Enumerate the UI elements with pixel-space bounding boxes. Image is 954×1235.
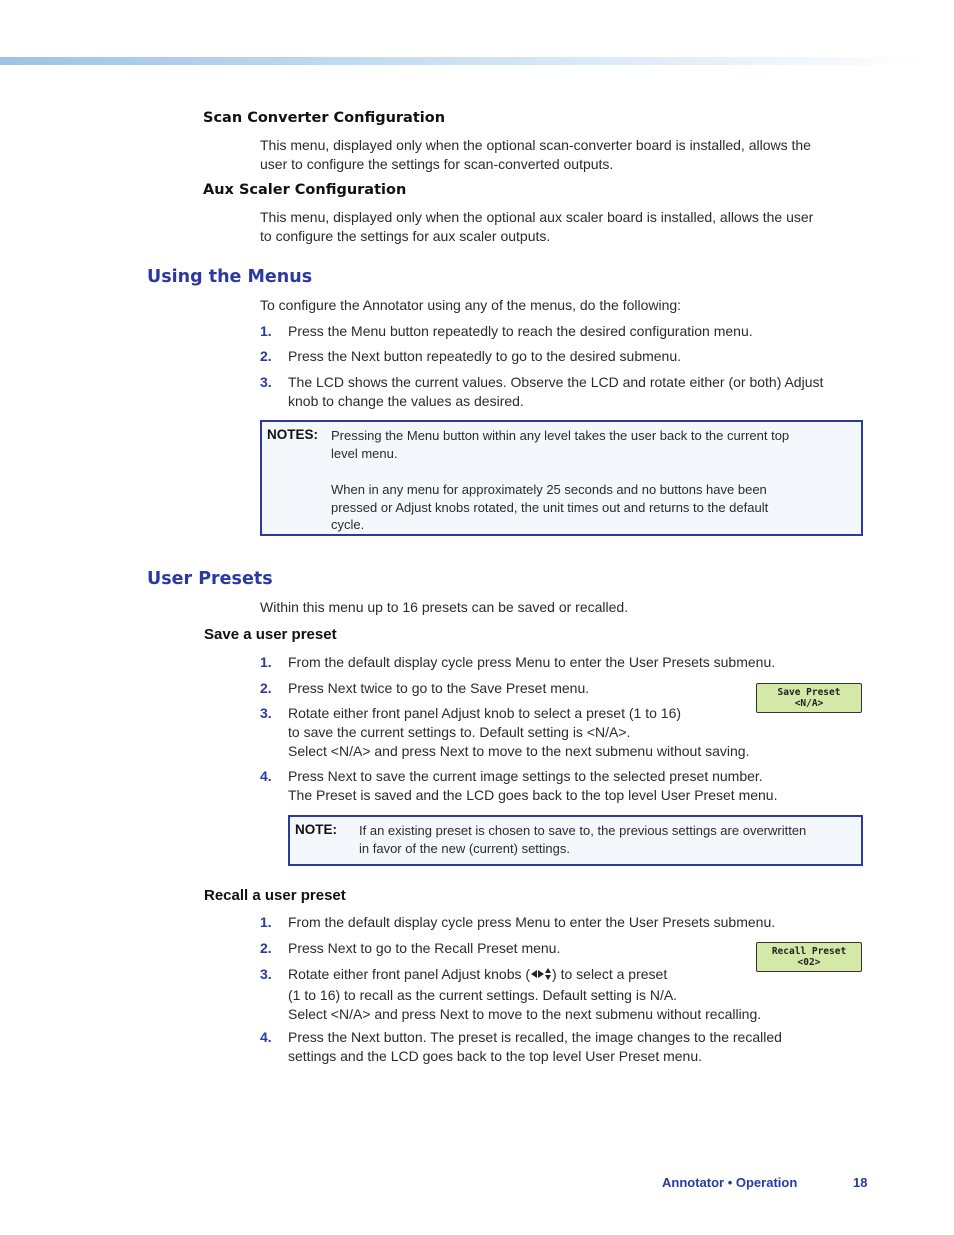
step-line: Press Next to save the current image settings to the selected preset number. [288,768,763,784]
save-step-3 [288,704,749,761]
aux-scaler-heading: Aux Scaler Configuration [203,182,407,198]
step-line: settings and the LCD goes back to the top level User Preset menu. [288,1048,703,1064]
step-line [288,965,761,986]
note-line: pressed or Adjust knobs rotated, the unit times out and returns to the default [331,499,769,515]
step-line: Select <N/A> and press Next to move to the next submenu without saving. [288,743,750,759]
lcd-recall-preset [756,942,862,972]
step-line: The Preset is saved and the LCD goes back to the top level User Preset menu. [288,787,778,803]
save-step-2: Press Next twice to go to the Save Preset menu. [288,680,590,696]
note-line: When in any menu for approximately 25 seconds and no buttons have been [331,482,767,497]
using-menus-step-2: Press the Next button repeatedly to go to the desired submenu. [288,348,682,364]
using-menus-heading: Using the Menus [147,267,313,287]
step-line: to save the current settings to. Default setting is <N/A>. [288,724,631,740]
notes-paragraph-1 [331,427,789,462]
note-box [288,815,863,866]
footer-title: Annotator • Operation [662,1175,798,1190]
step-line: Select <N/A> and press Next to move to the next submenu without recalling. [288,1006,762,1022]
lcd-line: Save Preset [777,687,841,698]
step-number: 1. [260,323,272,339]
user-presets-intro: Within this menu up to 16 presets can be saved or recalled. [260,599,629,615]
save-step-4 [288,767,777,805]
recall-step-2: Press Next to go to the Recall Preset menu. [288,940,561,956]
step-line: (1 to 16) to recall as the current settings. Default setting is N/A. [288,987,678,1003]
step-number: 1. [260,914,272,930]
recall-step-4 [288,1028,782,1066]
scan-converter-heading: Scan Converter Configuration [203,110,446,126]
step-number: 1. [260,654,272,670]
step-number: 2. [260,348,272,364]
step-number: 2. [260,940,272,956]
step-text: ) to select a preset [552,966,668,982]
recall-preset-heading: Recall a user preset [204,887,346,904]
lcd-line: Recall Preset [771,946,847,957]
note-line: cycle. [331,517,365,532]
scan-converter-body-line2: user to configure the settings for scan-converted outputs. [260,156,614,172]
page-number: 18 [853,1175,868,1190]
step-line: Press the Next button. The preset is recalled, the image changes to the recalled [288,1029,782,1045]
step-line: Rotate either front panel Adjust knob to select a preset (1 to 16) [288,705,682,721]
save-preset-heading: Save a user preset [204,626,337,643]
aux-scaler-body-line1: This menu, displayed only when the optional aux scaler board is installed, allows the user [260,209,814,225]
save-step-1: From the default display cycle press Menu to enter the User Presets submenu. [288,654,776,670]
using-menus-step-1: Press the Menu button repeatedly to reach the desired configuration menu. [288,323,753,339]
recall-step-3 [288,965,761,1024]
step-line: knob to change the values as desired. [288,393,524,409]
note-label: NOTE: [295,822,337,837]
step-text: Rotate either front panel Adjust knobs ( [288,966,531,982]
recall-step-1: From the default display cycle press Menu to enter the User Presets submenu. [288,914,776,930]
aux-scaler-body-line2: to configure the settings for aux scaler outputs. [260,228,551,244]
step-number: 3. [260,966,272,982]
aux-scaler-body [260,208,813,246]
notes-label: NOTES: [267,427,319,442]
scan-converter-body [260,136,811,174]
note-line: in favor of the new (current) settings. [359,840,570,856]
note-line: If an existing preset is chosen to save to, the previous settings are overwritten [359,823,807,838]
using-menus-step-3 [288,373,823,411]
note-line: level menu. [331,445,398,461]
step-number: 3. [260,374,272,390]
notes-box [260,420,863,536]
step-number: 4. [260,1029,272,1045]
adjust-arrows-icon [530,967,552,986]
lcd-line: <N/A> [794,698,824,709]
notes-paragraph-2 [331,481,768,534]
lcd-line: <02> [797,957,821,968]
scan-converter-body-line1: This menu, displayed only when the optional scan-converter board is installed, allows the [260,137,811,153]
step-line: The LCD shows the current values. Observe the LCD and rotate either (or both) Adjust [288,374,824,390]
lcd-save-preset [756,683,862,713]
user-presets-heading: User Presets [147,569,273,589]
step-number: 3. [260,705,272,721]
header-gradient-bar [0,57,925,65]
note-text [359,822,806,857]
step-number: 4. [260,768,272,784]
step-number: 2. [260,680,272,696]
note-line: Pressing the Menu button within any level takes the user back to the current top [331,428,790,443]
using-menus-intro: To configure the Annotator using any of the menus, do the following: [260,297,682,313]
